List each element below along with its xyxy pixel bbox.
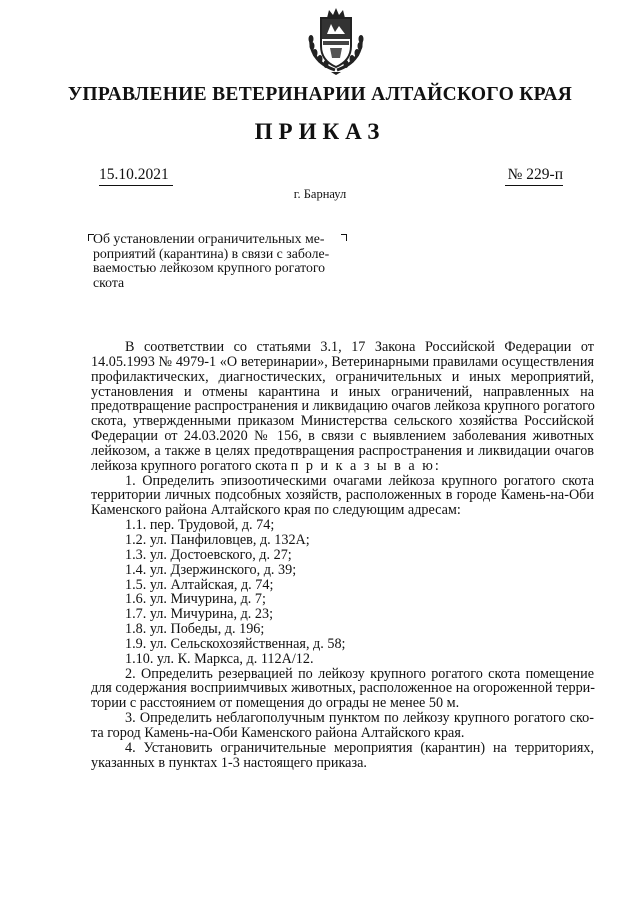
- item3-line: та город Камень-на-Оби Каменского района Алтайского края.: [91, 724, 465, 741]
- agency-name: УПРАВЛЕНИЕ ВЕТЕРИНАРИИ АЛТАЙСКОГО КРАЯ: [67, 84, 573, 105]
- preamble-line: 14.05.1993 № 4979-1 «О ветеринарии», Ветеринарными правилами осуществления: [91, 353, 594, 370]
- preamble-line: лейкоза крупного рогатого скота: [91, 457, 288, 474]
- document-date: 15.10.2021: [99, 166, 173, 186]
- subject-line: скота: [93, 274, 125, 290]
- document-number: № 229-п: [505, 166, 563, 186]
- item2-line: для содержания восприимчивых животных, расположенное на огороженной терри-: [91, 680, 596, 697]
- item4-line: указанных в пунктах 1-3 настоящего приказа.: [91, 754, 367, 771]
- document-body: [91, 340, 594, 770]
- subject-line: роприятий (карантина) в связи с заболе-: [93, 245, 330, 261]
- subject-line: Об установлении ограничительных ме-: [93, 231, 325, 246]
- preamble-line: лейкозом, а также в целях предотвращения распространения и ликвидации очагов: [91, 442, 594, 459]
- item2-line: тории с расстоянием от помещения до ограды не менее 50 м.: [91, 695, 460, 712]
- preamble-last-line: [91, 459, 594, 474]
- subject-line: ваемостью лейкозом крупного рогатого: [93, 260, 326, 275]
- preamble-line: Федерации от 24.03.2020 № 156, в связи с выявлением заболевания животных: [91, 428, 594, 445]
- subject-block: [93, 232, 343, 290]
- preamble-line: В соответствии со статьями 3.1, 17 Закона Российской Федерации от: [125, 339, 594, 355]
- address-item: 1.8. ул. Победы, д. 196;: [125, 621, 265, 638]
- coat-of-arms-icon: [297, 6, 375, 76]
- address-item: 1.6. ул. Мичурина, д. 7;: [125, 591, 266, 608]
- address-item: 1.3. ул. Достоевского, д. 27;: [125, 546, 292, 563]
- item3-line: 3. Определить неблагополучным пунктом по лейкозу крупного рогатого ско-: [125, 710, 594, 727]
- preamble-line: предотвращение распространения и ликвидацию очагов лейкоза крупного рогатого: [91, 398, 595, 415]
- address-item: 1.1. пер. Трудовой, д. 74;: [125, 517, 275, 534]
- item4-line: 4. Установить ограничительные мероприятия (карантин) на территориях,: [125, 739, 594, 756]
- item1-line: 1. Определить эпизоотическими очагами лейкоза крупного рогатого скота: [125, 472, 594, 489]
- preamble-line: скота, утвержденными приказом Министерства сельского хозяйства Российской: [91, 413, 594, 430]
- item1-line: Каменского района Алтайского края по следующим адресам:: [91, 502, 461, 519]
- item1-line: территории личных подсобных хозяйств, расположенных в городе Камень-на-Оби: [91, 487, 594, 504]
- address-item: 1.9. ул. Сельскохозяйственная, д. 58;: [125, 635, 346, 652]
- document-city: г. Барнаул: [293, 187, 347, 201]
- address-item: 1.2. ул. Панфиловцев, д. 132А;: [125, 531, 310, 548]
- document-type: ПРИКАЗ: [254, 119, 386, 144]
- item2-line: 2. Определить резервацией по лейкозу крупного рогатого скота помещение: [125, 665, 594, 682]
- preamble-line: установления и отмены карантина и иных ограничений, направленных на: [91, 383, 594, 400]
- preamble-line: профилактических, диагностических, ограничительных и иных мероприятий,: [91, 368, 594, 385]
- address-item: 1.5. ул. Алтайская, д. 74;: [125, 576, 274, 593]
- address-item: 1.4. ул. Дзержинского, д. 39;: [125, 561, 297, 578]
- order-word: п р и к а з ы в а ю:: [290, 457, 441, 474]
- address-item: 1.7. ул. Мичурина, д. 23;: [125, 606, 274, 623]
- address-item: 1.10. ул. К. Маркса, д. 112А/12.: [125, 650, 314, 667]
